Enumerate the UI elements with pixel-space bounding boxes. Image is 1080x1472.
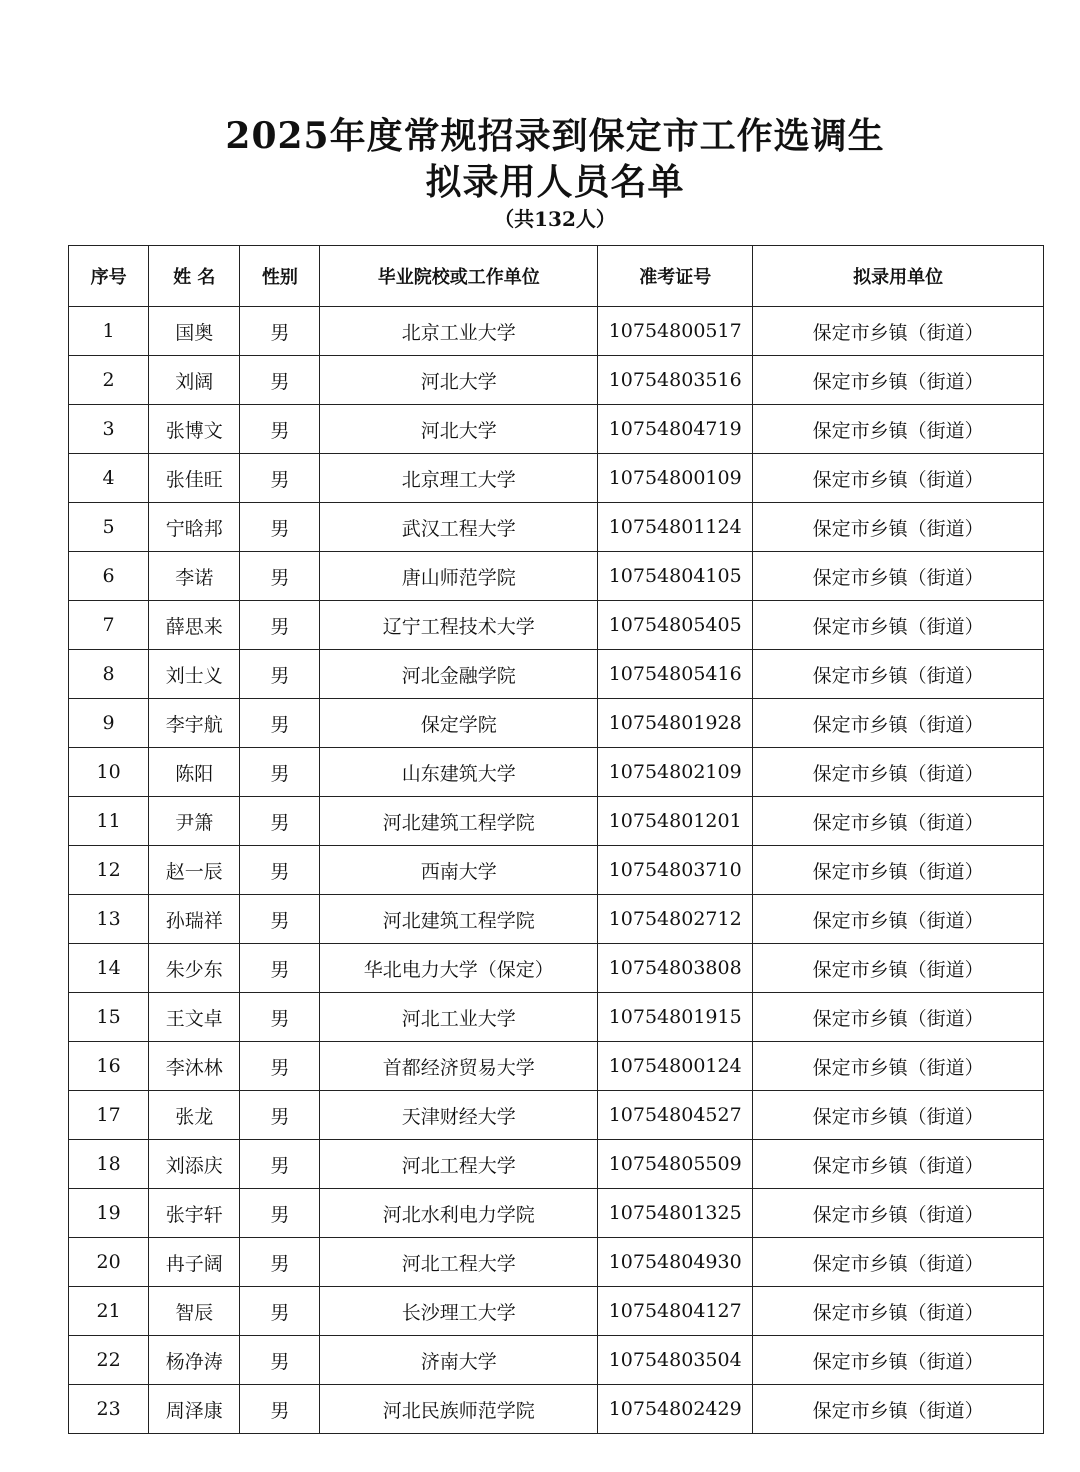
cell-gender: 男	[240, 993, 320, 1042]
cell-gender: 男	[240, 1238, 320, 1287]
cell-name: 尹箫	[149, 797, 240, 846]
table-row	[69, 846, 1044, 895]
cell-unit: 保定市乡镇（街道）	[753, 895, 1044, 944]
cell-school: 河北工程大学	[320, 1238, 598, 1287]
cell-name: 陈阳	[149, 748, 240, 797]
table-row	[69, 993, 1044, 1042]
column-header-unit: 拟录用单位	[753, 246, 1044, 307]
cell-name: 薛思来	[149, 601, 240, 650]
cell-gender: 男	[240, 1336, 320, 1385]
cell-number: 22	[69, 1336, 149, 1385]
cell-exam-id: 10754800109	[598, 454, 753, 503]
cell-exam-id: 10754801201	[598, 797, 753, 846]
cell-gender: 男	[240, 797, 320, 846]
cell-number: 4	[69, 454, 149, 503]
cell-name: 周泽康	[149, 1385, 240, 1434]
cell-unit: 保定市乡镇（街道）	[753, 1189, 1044, 1238]
cell-exam-id: 10754800517	[598, 307, 753, 356]
cell-name: 国奥	[149, 307, 240, 356]
cell-unit: 保定市乡镇（街道）	[753, 503, 1044, 552]
table-row	[69, 895, 1044, 944]
cell-exam-id: 10754802429	[598, 1385, 753, 1434]
cell-gender: 男	[240, 307, 320, 356]
cell-gender: 男	[240, 1189, 320, 1238]
cell-school: 河北建筑工程学院	[320, 895, 598, 944]
cell-school: 山东建筑大学	[320, 748, 598, 797]
table-row	[69, 1336, 1044, 1385]
cell-name: 朱少东	[149, 944, 240, 993]
page-title-line2: 拟录用人员名单	[425, 161, 685, 203]
table-row	[69, 1287, 1044, 1336]
cell-unit: 保定市乡镇（街道）	[753, 748, 1044, 797]
cell-gender: 男	[240, 552, 320, 601]
cell-gender: 男	[240, 454, 320, 503]
cell-school: 西南大学	[320, 846, 598, 895]
cell-number: 13	[69, 895, 149, 944]
cell-exam-id: 10754802712	[598, 895, 753, 944]
cell-exam-id: 10754801915	[598, 993, 753, 1042]
cell-number: 21	[69, 1287, 149, 1336]
table-row	[69, 748, 1044, 797]
cell-school: 首都经济贸易大学	[320, 1042, 598, 1091]
cell-gender: 男	[240, 1140, 320, 1189]
table-row	[69, 1140, 1044, 1189]
cell-number: 20	[69, 1238, 149, 1287]
table-row	[69, 650, 1044, 699]
cell-exam-id: 10754801325	[598, 1189, 753, 1238]
cell-gender: 男	[240, 1385, 320, 1434]
cell-number: 1	[69, 307, 149, 356]
cell-gender: 男	[240, 503, 320, 552]
cell-gender: 男	[240, 895, 320, 944]
cell-name: 宁晗邦	[149, 503, 240, 552]
cell-exam-id: 10754801928	[598, 699, 753, 748]
cell-number: 23	[69, 1385, 149, 1434]
cell-unit: 保定市乡镇（街道）	[753, 1042, 1044, 1091]
cell-school: 唐山师范学院	[320, 552, 598, 601]
cell-school: 河北工程大学	[320, 1140, 598, 1189]
table-row	[69, 1189, 1044, 1238]
cell-exam-id: 10754805509	[598, 1140, 753, 1189]
candidate-table	[68, 245, 1044, 1434]
cell-name: 智辰	[149, 1287, 240, 1336]
cell-unit: 保定市乡镇（街道）	[753, 1238, 1044, 1287]
cell-number: 15	[69, 993, 149, 1042]
cell-unit: 保定市乡镇（街道）	[753, 1336, 1044, 1385]
cell-school: 长沙理工大学	[320, 1287, 598, 1336]
cell-school: 河北大学	[320, 356, 598, 405]
cell-school: 保定学院	[320, 699, 598, 748]
cell-name: 刘阔	[149, 356, 240, 405]
cell-number: 8	[69, 650, 149, 699]
cell-unit: 保定市乡镇（街道）	[753, 993, 1044, 1042]
table-row	[69, 1385, 1044, 1434]
cell-unit: 保定市乡镇（街道）	[753, 601, 1044, 650]
cell-school: 济南大学	[320, 1336, 598, 1385]
cell-gender: 男	[240, 405, 320, 454]
cell-unit: 保定市乡镇（街道）	[753, 699, 1044, 748]
cell-exam-id: 10754803516	[598, 356, 753, 405]
cell-unit: 保定市乡镇（街道）	[753, 797, 1044, 846]
cell-unit: 保定市乡镇（街道）	[753, 1091, 1044, 1140]
cell-unit: 保定市乡镇（街道）	[753, 356, 1044, 405]
cell-school: 北京理工大学	[320, 454, 598, 503]
cell-number: 14	[69, 944, 149, 993]
cell-name: 张龙	[149, 1091, 240, 1140]
cell-school: 华北电力大学（保定）	[320, 944, 598, 993]
cell-number: 12	[69, 846, 149, 895]
page-title-line1: 2025年度常规招录到保定市工作选调生	[225, 115, 885, 157]
cell-number: 11	[69, 797, 149, 846]
cell-school: 河北建筑工程学院	[320, 797, 598, 846]
cell-gender: 男	[240, 1042, 320, 1091]
cell-exam-id: 10754804105	[598, 552, 753, 601]
cell-unit: 保定市乡镇（街道）	[753, 307, 1044, 356]
cell-school: 辽宁工程技术大学	[320, 601, 598, 650]
cell-gender: 男	[240, 699, 320, 748]
cell-gender: 男	[240, 1091, 320, 1140]
cell-name: 冉子阔	[149, 1238, 240, 1287]
cell-number: 17	[69, 1091, 149, 1140]
cell-unit: 保定市乡镇（街道）	[753, 552, 1044, 601]
table-row	[69, 454, 1044, 503]
cell-exam-id: 10754800124	[598, 1042, 753, 1091]
column-header-school: 毕业院校或工作单位	[320, 246, 598, 307]
cell-number: 16	[69, 1042, 149, 1091]
cell-number: 18	[69, 1140, 149, 1189]
cell-exam-id: 10754804127	[598, 1287, 753, 1336]
cell-name: 李诺	[149, 552, 240, 601]
cell-number: 6	[69, 552, 149, 601]
total-count: （共132人）	[494, 207, 616, 231]
cell-name: 张佳旺	[149, 454, 240, 503]
cell-school: 天津财经大学	[320, 1091, 598, 1140]
table-row	[69, 944, 1044, 993]
cell-school: 河北大学	[320, 405, 598, 454]
cell-school: 河北金融学院	[320, 650, 598, 699]
cell-gender: 男	[240, 601, 320, 650]
cell-gender: 男	[240, 846, 320, 895]
cell-name: 刘添庆	[149, 1140, 240, 1189]
cell-number: 3	[69, 405, 149, 454]
column-header-gender: 性别	[240, 246, 320, 307]
cell-exam-id: 10754805416	[598, 650, 753, 699]
cell-unit: 保定市乡镇（街道）	[753, 454, 1044, 503]
cell-gender: 男	[240, 650, 320, 699]
cell-exam-id: 10754803808	[598, 944, 753, 993]
cell-name: 刘士义	[149, 650, 240, 699]
cell-name: 李沐林	[149, 1042, 240, 1091]
cell-school: 河北民族师范学院	[320, 1385, 598, 1434]
table-row	[69, 356, 1044, 405]
column-header-number: 序号	[69, 246, 149, 307]
cell-name: 赵一辰	[149, 846, 240, 895]
cell-unit: 保定市乡镇（街道）	[753, 846, 1044, 895]
table-row	[69, 503, 1044, 552]
cell-exam-id: 10754804930	[598, 1238, 753, 1287]
column-header-exam-id: 准考证号	[598, 246, 753, 307]
cell-exam-id: 10754805405	[598, 601, 753, 650]
cell-name: 张博文	[149, 405, 240, 454]
cell-exam-id: 10754802109	[598, 748, 753, 797]
cell-name: 孙瑞祥	[149, 895, 240, 944]
table-row	[69, 1042, 1044, 1091]
cell-number: 19	[69, 1189, 149, 1238]
column-header-name: 姓 名	[149, 246, 240, 307]
cell-gender: 男	[240, 748, 320, 797]
cell-school: 河北工业大学	[320, 993, 598, 1042]
cell-unit: 保定市乡镇（街道）	[753, 1385, 1044, 1434]
cell-unit: 保定市乡镇（街道）	[753, 650, 1044, 699]
cell-unit: 保定市乡镇（街道）	[753, 405, 1044, 454]
cell-gender: 男	[240, 944, 320, 993]
cell-gender: 男	[240, 356, 320, 405]
cell-school: 河北水利电力学院	[320, 1189, 598, 1238]
cell-name: 李宇航	[149, 699, 240, 748]
cell-exam-id: 10754804527	[598, 1091, 753, 1140]
cell-exam-id: 10754803504	[598, 1336, 753, 1385]
table-header-row	[69, 246, 1044, 307]
cell-number: 5	[69, 503, 149, 552]
cell-exam-id: 10754803710	[598, 846, 753, 895]
cell-school: 武汉工程大学	[320, 503, 598, 552]
table-row	[69, 1238, 1044, 1287]
cell-exam-id: 10754801124	[598, 503, 753, 552]
table-body	[69, 307, 1044, 1434]
cell-name: 张宇轩	[149, 1189, 240, 1238]
table-row	[69, 699, 1044, 748]
cell-school: 北京工业大学	[320, 307, 598, 356]
cell-number: 10	[69, 748, 149, 797]
table-row	[69, 552, 1044, 601]
table-row	[69, 601, 1044, 650]
table-row	[69, 797, 1044, 846]
cell-exam-id: 10754804719	[598, 405, 753, 454]
cell-unit: 保定市乡镇（街道）	[753, 1287, 1044, 1336]
table-row	[69, 1091, 1044, 1140]
cell-number: 2	[69, 356, 149, 405]
cell-unit: 保定市乡镇（街道）	[753, 944, 1044, 993]
table-row	[69, 405, 1044, 454]
cell-name: 王文卓	[149, 993, 240, 1042]
cell-name: 杨净涛	[149, 1336, 240, 1385]
cell-number: 7	[69, 601, 149, 650]
cell-unit: 保定市乡镇（街道）	[753, 1140, 1044, 1189]
cell-gender: 男	[240, 1287, 320, 1336]
cell-number: 9	[69, 699, 149, 748]
table-row	[69, 307, 1044, 356]
